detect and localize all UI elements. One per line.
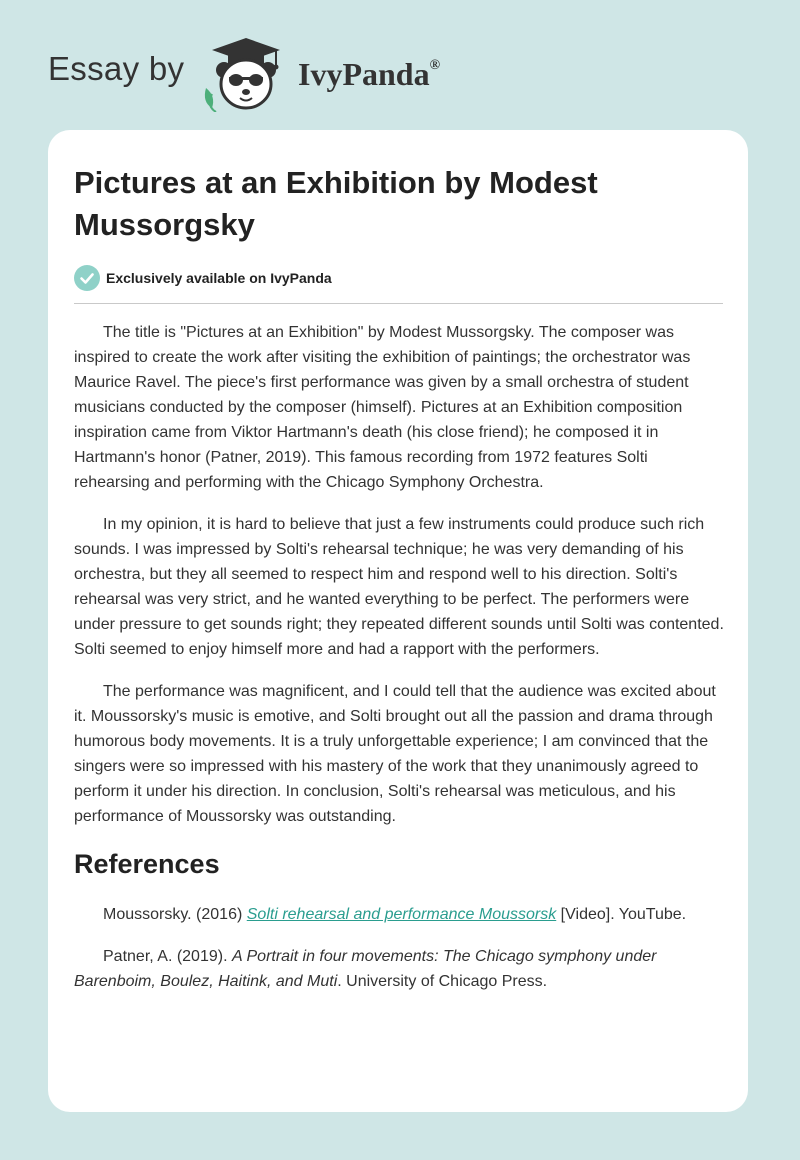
- reference-item: [74, 902, 726, 927]
- brand-name[interactable]: [298, 56, 440, 93]
- reference-text: . University of Chicago Press.: [337, 973, 548, 990]
- reference-text: [Video]. YouTube.: [556, 906, 687, 923]
- reference-text: Patner, A. (2019).: [103, 948, 232, 965]
- divider: [74, 303, 723, 304]
- essay-body: [74, 320, 726, 1011]
- check-circle-icon: [74, 265, 100, 291]
- brand-text: IvyPanda: [298, 56, 430, 92]
- site-header: [48, 36, 568, 116]
- reference-item: [74, 944, 726, 994]
- badge-label: Exclusively available on IvyPanda: [106, 270, 332, 286]
- exclusive-badge: [74, 265, 332, 291]
- essay-by-label: Essay by: [48, 50, 185, 87]
- references-heading: References: [74, 849, 220, 879]
- paragraph: In my opinion, it is hard to believe that just a few instruments could produce such rich sounds. I was impressed by Solti's rehearsal technique; he was very demanding of his orchestra, but they all seemed to respect him and respond well to his direction. Solti's rehearsal was very strict, and he wanted everything to be perfect. The performers were under pressure to get sounds right; they repeated different sounds until Solti was contented. Solti seemed to enjoy himself more and had a rapport with the performers.: [74, 516, 724, 658]
- registered-mark: ®: [429, 58, 441, 73]
- panda-logo-icon[interactable]: [198, 36, 294, 112]
- essay-card: [48, 130, 748, 1112]
- reference-link[interactable]: Solti rehearsal and performance Moussorsk: [246, 906, 557, 923]
- reference-text: Moussorsky. (2016): [103, 906, 247, 923]
- paragraph: The title is "Pictures at an Exhibition" by Modest Mussorgsky. The composer was inspired to create the work after visiting the exhibition of paintings; the orchestrator was Maurice Ravel. The piece's first performance was given by a small orchestra of student musicians conducted by the composer (himself). Pictures at an Exhibition composition inspiration came from Viktor Hartmann's death (his close friend); he composed it in Hartmann's honor (Patner, 2019). This famous recording from 1972 features Solti rehearsing and performing with the Chicago Symphony Orchestra.: [74, 324, 691, 491]
- page-title: Pictures at an Exhibition by Modest Mussorgsky: [74, 165, 598, 242]
- reference-book-title: A Portrait in four movements: The Chicago symphony under Barenboim, Boulez, Haitink, and Muti: [74, 948, 657, 990]
- paragraph: The performance was magnificent, and I could tell that the audience was excited about it. Moussorsky's music is emotive, and Solti brought out all the passion and drama through humorous body movements. It is a truly unforgettable experience; I am convinced that the singers were so impressed with his mastery of the work that they unanimously agreed to perform it under his direction. In conclusion, Solti's rehearsal was meticulous, and his performance of Moussorsky was outstanding.: [74, 683, 716, 825]
